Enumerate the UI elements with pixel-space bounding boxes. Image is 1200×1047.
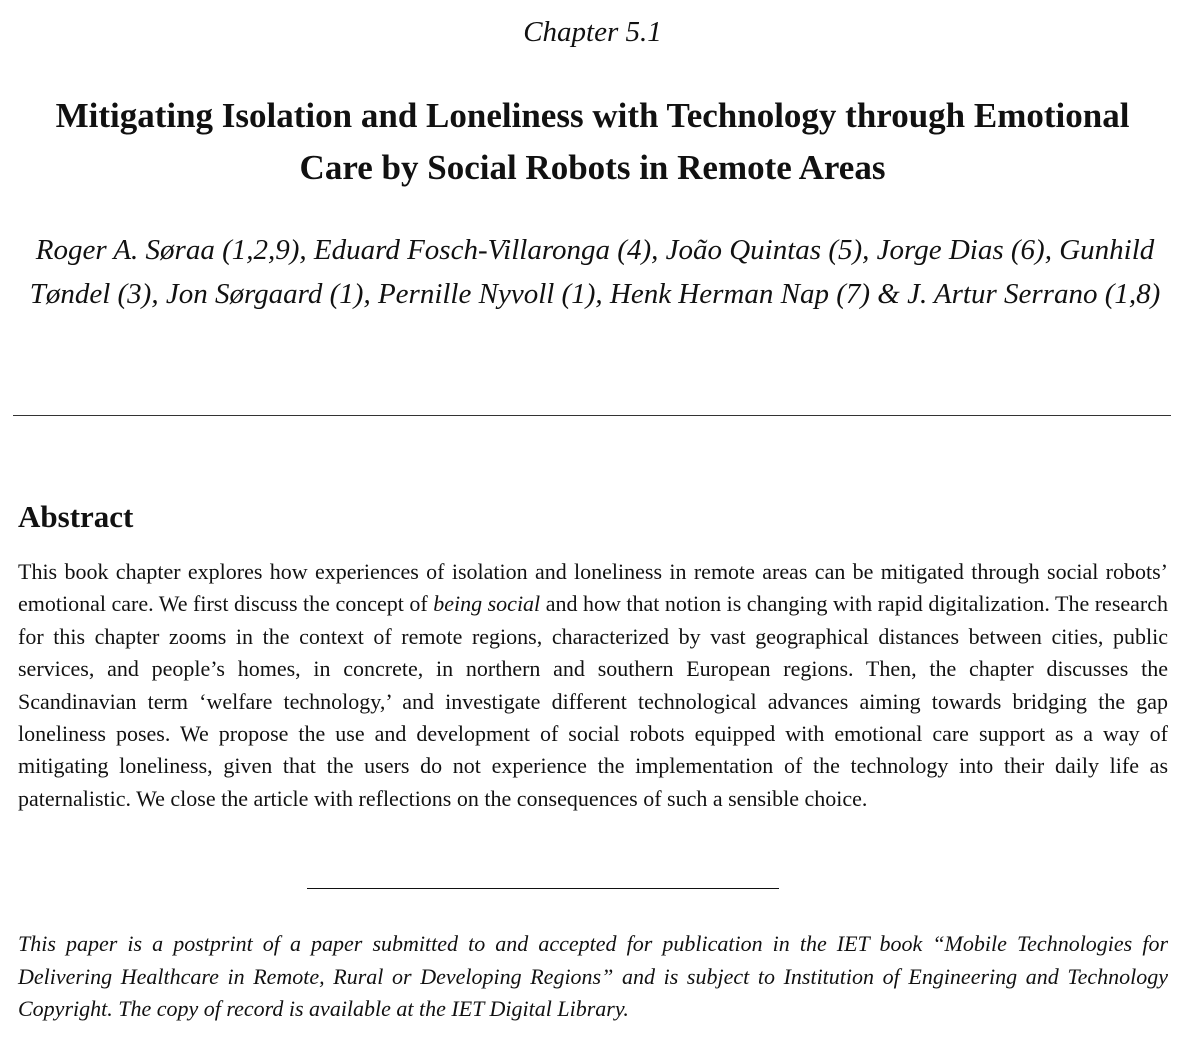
horizontal-divider xyxy=(13,415,1171,416)
abstract-text-start: This book chapter explores how experiences of isolation and loneliness in remote areas can be mitigated through social robots’ emotional care. We first discuss the concept of xyxy=(18,559,1168,617)
abstract-text-end: and how that notion is changing with rapid digitalization. The research for this chapter zooms in the context of remote regions, characterized by vast geographical distances between cities, public services, and people’s homes, in concrete, in northern and southern European regions. Then, the chapter discusses the Scandinavian term ‘welfare technology,’ and investigate different technological advances aiming towards bridging the gap loneliness poses. We propose the use and development of social robots equipped with emotional care support as a way of mitigating loneliness, given that the users do not experience the implementation of the technology into their daily life as paternalistic. We close the article with reflections on the consequences of such a sensible choice. xyxy=(18,591,1169,811)
page-title: Mitigating Isolation and Loneliness with Technology through Emotional Care by Social Robots in Remote Areas xyxy=(55,96,1130,187)
postprint-note: This paper is a postprint of a paper submitted to and accepted for publication in the IET book “Mobile Technologies for Delivering Healthcare in Remote, Rural or Developing Regions” and is subject to Institution of Engineering and Technology Copyright. The copy of record is available at the IET Digital Library. xyxy=(18,931,1168,1021)
abstract-emphasis: being social xyxy=(433,591,541,617)
footnote-divider xyxy=(307,888,779,889)
chapter-label: Chapter 5.1 xyxy=(523,16,662,48)
abstract-body xyxy=(18,556,1168,815)
abstract-heading: Abstract xyxy=(18,499,134,534)
author-list: Roger A. Søraa (1,2,9), Eduard Fosch-Villaronga (4), João Quintas (5), Jorge Dias (6), Gunhild Tøndel (3), Jon Sørgaard (1), Pernille Nyvoll (1), Henk Herman Nap (7) & J. Artur Serrano (1,8) xyxy=(29,234,1161,310)
